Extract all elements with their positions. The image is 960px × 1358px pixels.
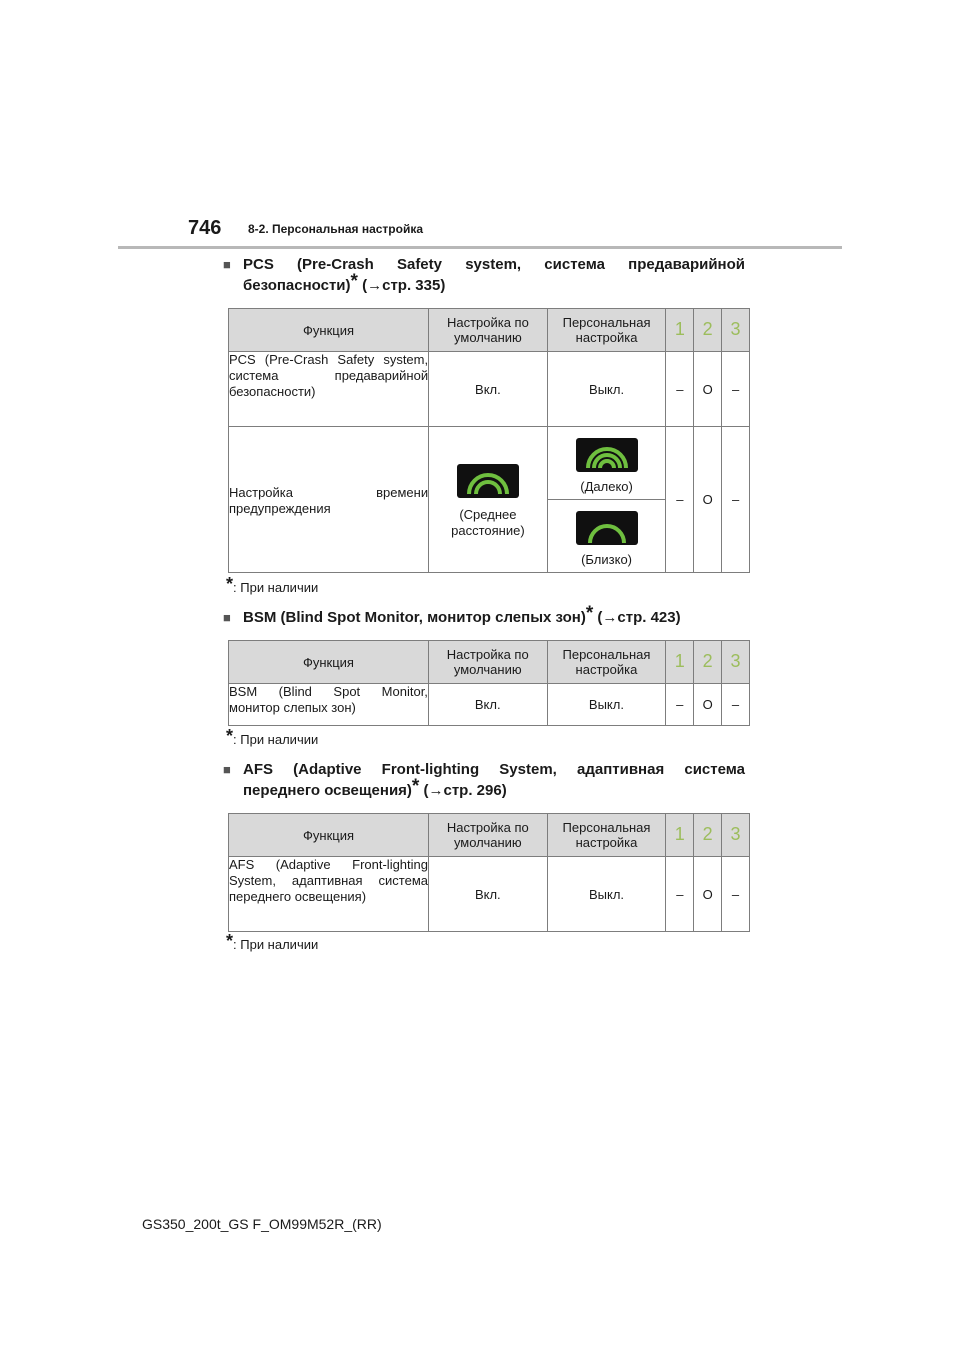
col-function: Функция	[229, 641, 429, 684]
circle-2-icon: 2	[702, 651, 713, 671]
default-cell: Вкл.	[428, 684, 547, 726]
c2-cell: O	[694, 352, 722, 427]
bsm-heading-text: BSM (Blind Spot Monitor, монитор слепых зон)	[243, 609, 586, 626]
asterisk: *	[226, 726, 234, 746]
col-personal: Персональная настройка	[547, 309, 666, 352]
table-row	[229, 427, 750, 500]
near-label: (Близко)	[581, 552, 633, 567]
screen-far-icon	[576, 438, 638, 472]
bsm-heading	[223, 603, 745, 628]
default-cell	[429, 427, 548, 573]
c1-cell: –	[666, 352, 694, 427]
afs-footnote	[226, 931, 319, 952]
bsm-heading-ref[interactable]: (→стр. 423)	[593, 609, 681, 626]
table-header-row	[229, 641, 750, 684]
c2-cell: O	[694, 427, 722, 573]
default-cell: Вкл.	[429, 352, 548, 427]
personal-cell: Выкл.	[547, 857, 666, 932]
document-code: GS350_200t_GS F_OM99M52R_(RR)	[142, 1216, 382, 1232]
personal-cell: Выкл.	[547, 684, 666, 726]
personal-cell: Выкл.	[547, 352, 666, 427]
col-function: Функция	[229, 309, 429, 352]
pcs-heading-text: PCS (Pre-Crash Safety system, система предаварийной безопасности)	[243, 256, 745, 294]
c1-cell: –	[666, 684, 694, 726]
afs-heading-ref[interactable]: (→стр. 296)	[419, 782, 507, 799]
afs-table	[228, 813, 750, 932]
section-title: 8-2. Персональная настройка	[248, 222, 424, 236]
afs-heading	[223, 759, 745, 801]
bullet-icon: ■	[223, 610, 231, 625]
c1-cell: –	[666, 427, 694, 573]
bullet-icon: ■	[223, 762, 231, 777]
bsm-table	[228, 640, 750, 726]
pcs-heading	[223, 254, 745, 296]
table-header-row	[229, 309, 750, 352]
circle-3-icon: 3	[730, 651, 741, 671]
col-default: Настройка по умолчанию	[429, 309, 548, 352]
footnote-text: : При наличии	[233, 937, 319, 952]
circle-2-icon: 2	[702, 824, 713, 844]
screen-medium-icon	[457, 464, 519, 498]
col-function: Функция	[229, 814, 429, 857]
asterisk: *	[226, 931, 234, 951]
pcs-heading-ref[interactable]: (→стр. 335)	[357, 277, 446, 294]
screen-near-icon	[576, 511, 638, 545]
circle-1-icon: 1	[674, 319, 685, 339]
col-default: Настройка по умолчанию	[428, 641, 547, 684]
table-row	[229, 684, 750, 726]
far-label: (Далеко)	[580, 479, 633, 494]
col-personal: Персональная настройка	[547, 814, 666, 857]
function-cell: PCS (Pre-Crash Safety system, система предаварийной безопасности)	[229, 352, 429, 427]
default-value-label: (Среднее расстояние)	[451, 507, 525, 538]
table-row	[229, 352, 750, 427]
personal-near-cell	[547, 500, 666, 573]
bsm-footnote	[226, 726, 319, 747]
pcs-footnote	[226, 574, 319, 595]
asterisk: *	[350, 271, 358, 292]
bullet-icon: ■	[223, 257, 231, 272]
c3-cell: –	[722, 352, 750, 427]
footnote-text: : При наличии	[233, 580, 319, 595]
page-number: 746	[188, 217, 222, 239]
c2-cell: O	[694, 857, 722, 932]
c1-cell: –	[666, 857, 694, 932]
function-cell: BSM (Blind Spot Monitor, монитор слепых зон)	[229, 684, 429, 726]
col-personal: Персональная настройка	[547, 641, 666, 684]
asterisk: *	[411, 776, 420, 797]
c3-cell: –	[722, 857, 750, 932]
function-cell: Настройка времени предупреждения	[229, 427, 429, 573]
table-row	[229, 857, 750, 932]
function-cell: AFS (Adaptive Front-lighting System, адаптивная система переднего освещения)	[229, 857, 429, 932]
page-header	[118, 214, 842, 249]
default-cell: Вкл.	[429, 857, 548, 932]
circle-3-icon: 3	[730, 319, 741, 339]
circle-3-icon: 3	[730, 824, 741, 844]
circle-2-icon: 2	[702, 319, 713, 339]
circle-1-icon: 1	[674, 824, 685, 844]
asterisk: *	[226, 574, 234, 594]
pcs-table	[228, 308, 750, 573]
c2-cell: O	[694, 684, 722, 726]
afs-heading-text: AFS (Adaptive Front-lighting System, адаптивная система переднего освещения)	[243, 761, 745, 799]
table-header-row	[229, 814, 750, 857]
circle-1-icon: 1	[674, 651, 685, 671]
personal-far-cell	[547, 427, 666, 500]
asterisk: *	[585, 603, 594, 624]
footnote-text: : При наличии	[233, 732, 319, 747]
c3-cell: –	[722, 684, 750, 726]
c3-cell: –	[722, 427, 750, 573]
col-default: Настройка по умолчанию	[429, 814, 548, 857]
